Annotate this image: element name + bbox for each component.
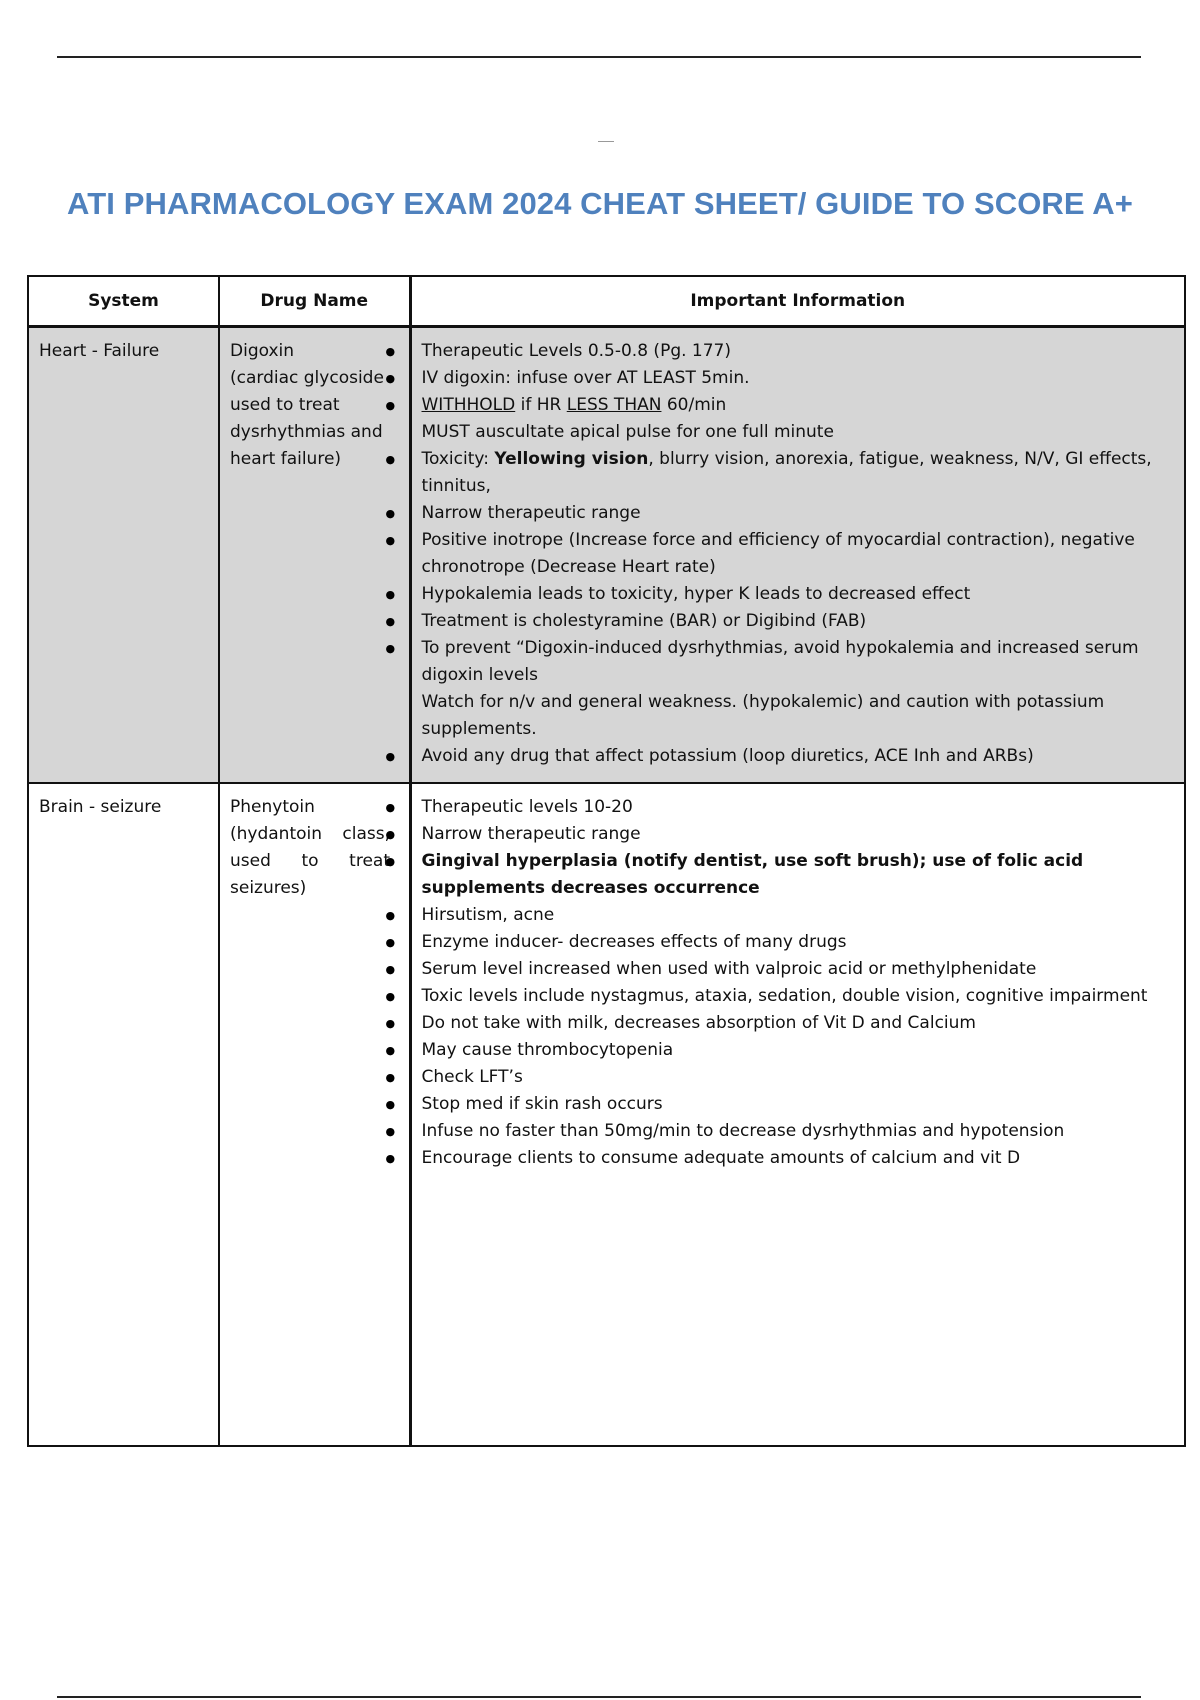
drug-name: Phenytoin <box>230 796 315 817</box>
list-item: ● Stop med if skin rash occurs <box>412 1091 1175 1118</box>
list-item: ● Narrow therapeutic range <box>412 821 1175 848</box>
table-row-phenytoin <box>28 783 1185 1446</box>
info-cell <box>410 783 1185 1446</box>
header-dash <box>598 141 614 142</box>
list-item: ● To prevent “Digoxin-induced dysrhythmias, avoid hypokalemia and increased serum digoxin levels <box>412 635 1175 689</box>
list-item: ● Hypokalemia leads to toxicity, hyper K leads to decreased effect <box>412 581 1175 608</box>
list-item: ● Check LFT’s <box>412 1064 1175 1091</box>
list-item: ● Treatment is cholestyramine (BAR) or Digibind (FAB) <box>412 608 1175 635</box>
cheat-sheet-table <box>27 275 1186 1447</box>
list-item: ● Hirsutism, acne <box>412 902 1175 929</box>
header-important-info: Important Information <box>410 276 1185 327</box>
list-text: , blurry vision, anorexia, fatigue, weakness, N/V, GI effects, tinnitus, <box>421 449 1152 496</box>
list-item: ● IV digoxin: infuse over AT LEAST 5min. <box>412 365 1175 392</box>
system-cell: Brain - seizure <box>28 783 219 1446</box>
list-text: 60/min <box>661 395 727 415</box>
drug-description: (hydantoin class, used to treat seizures) <box>230 823 390 898</box>
list-item: MUST auscultate apical pulse for one full minute <box>421 422 834 442</box>
list-item: Watch for n/v and general weakness. (hypokalemic) and caution with potassium supplements. <box>421 692 1105 739</box>
list-item: ● Encourage clients to consume adequate amounts of calcium and vit D <box>412 1145 1175 1172</box>
list-item: ● May cause thrombocytopenia <box>412 1037 1175 1064</box>
bottom-rule <box>57 1696 1141 1698</box>
list-item <box>412 392 1175 419</box>
top-rule <box>57 56 1141 58</box>
list-item: ● Serum level increased when used with valproic acid or methylphenidate <box>412 956 1175 983</box>
emphasis-text: Yellowing vision <box>494 449 649 469</box>
less-than-text: LESS THAN <box>566 395 662 415</box>
list-item: ● Narrow therapeutic range <box>412 500 1175 527</box>
info-list <box>412 794 1175 1172</box>
info-list <box>412 338 1175 770</box>
list-item: ● Do not take with milk, decreases absorption of Vit D and Calcium <box>412 1010 1175 1037</box>
list-item: ● Avoid any drug that affect potassium (loop diuretics, ACE Inh and ARBs) <box>412 743 1175 770</box>
table-header-row <box>28 276 1185 327</box>
list-item: ● Enzyme inducer- decreases effects of many drugs <box>412 929 1175 956</box>
header-system: System <box>28 276 219 327</box>
drug-description: (cardiac glycoside used to treat dysrhythmias and heart failure) <box>230 368 384 469</box>
list-item: ● Toxic levels include nystagmus, ataxia, sedation, double vision, cognitive impairment <box>412 983 1175 1010</box>
list-text: Toxicity: <box>421 449 495 469</box>
document-title: ATI PHARMACOLOGY EXAM 2024 CHEAT SHEET/ GUIDE TO SCORE A+ <box>67 186 1133 221</box>
system-cell: Heart - Failure <box>28 327 219 783</box>
table-row-digoxin <box>28 327 1185 783</box>
list-item: ● Gingival hyperplasia (notify dentist, use soft brush); use of folic acid supplements decreases occurrence <box>412 848 1175 902</box>
list-item: ● Infuse no faster than 50mg/min to decrease dysrhythmias and hypotension <box>412 1118 1175 1145</box>
list-item: ● Therapeutic Levels 0.5-0.8 (Pg. 177) <box>412 338 1175 365</box>
info-cell <box>410 327 1185 783</box>
drug-name: Digoxin <box>230 341 295 361</box>
drug-cell <box>219 783 410 1446</box>
list-item: ● Therapeutic levels 10-20 <box>412 794 1175 821</box>
list-text: if HR <box>515 395 567 415</box>
withhold-text: WITHHOLD <box>421 395 516 415</box>
list-item <box>412 446 1175 500</box>
header-drug-name: Drug Name <box>219 276 410 327</box>
drug-cell <box>219 327 410 783</box>
list-item: ● Positive inotrope (Increase force and efficiency of myocardial contraction), negative chronotrope (Decrease Heart rate) <box>412 527 1175 581</box>
